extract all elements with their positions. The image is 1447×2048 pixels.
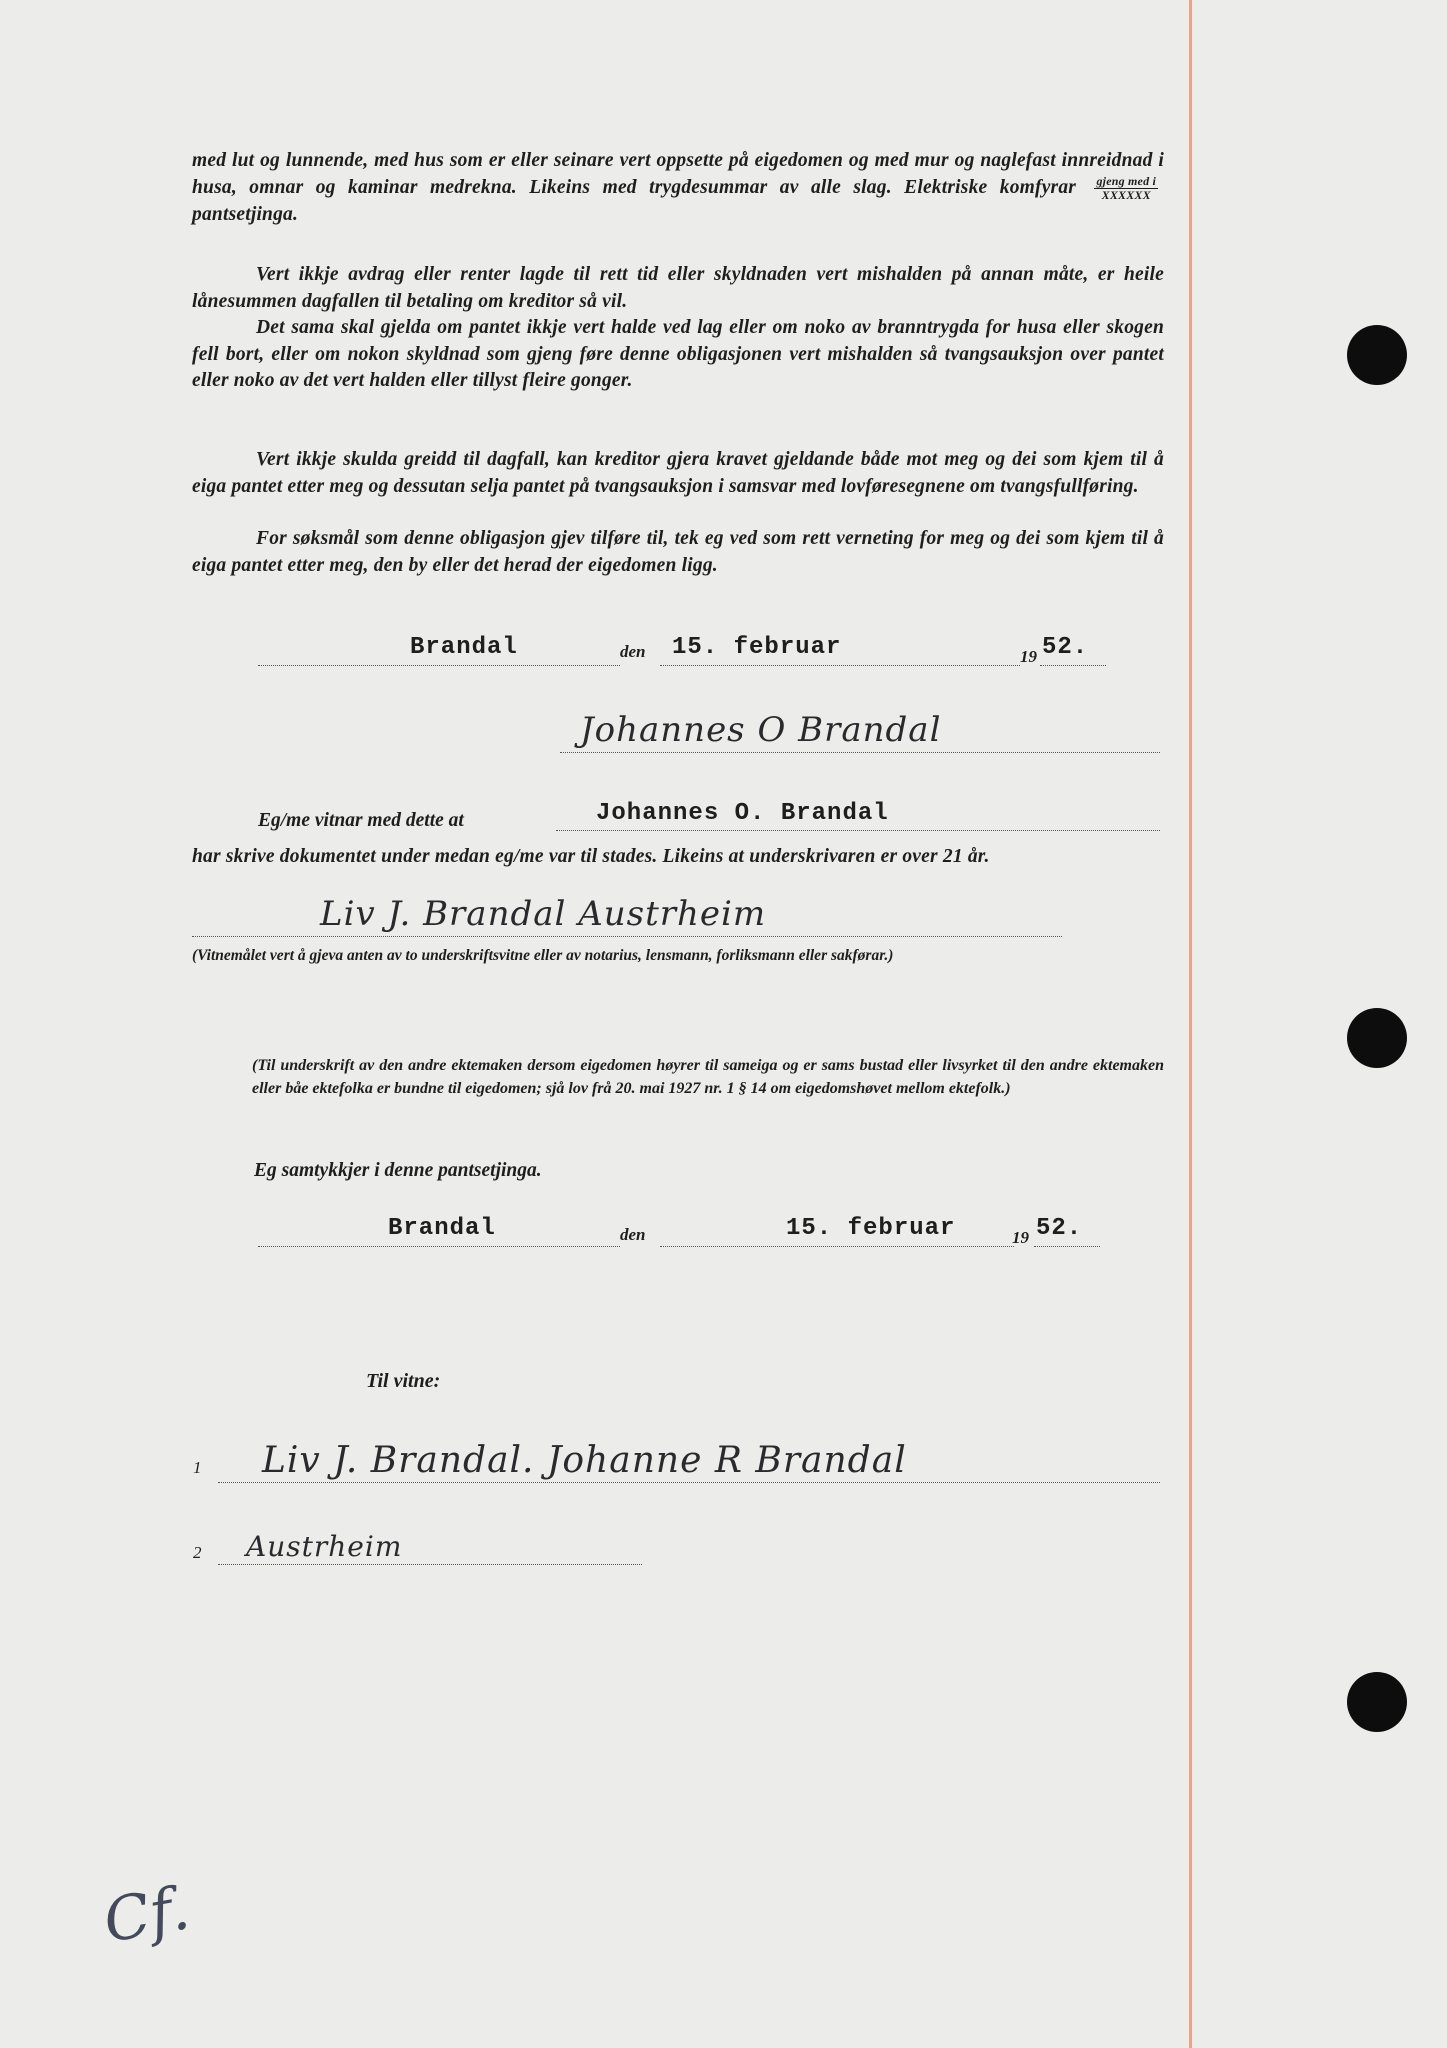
paragraph-insurance: Det sama skal gjelda om pantet ikkje vert halde ved lag eller om noko av branntrygda for husa eller skogen fell bort, eller om nokon skyldnad som gjeng føre denne obligasjonen vert mishalden så tvangsauksjon over pantet eller noko av det vert halden eller tillyst fleire gonger. — [192, 317, 1164, 391]
date1-year: 52. — [1042, 634, 1089, 661]
punch-hole — [1347, 325, 1407, 385]
witness-1-signature: Liv J. Brandal. Johanne R Brandal — [262, 1440, 907, 1481]
dotted-line — [1040, 665, 1106, 666]
witness-2-signature: Austrheim — [246, 1530, 403, 1563]
dotted-line — [1034, 1246, 1100, 1247]
dotted-line — [258, 665, 620, 666]
margin-line — [1189, 0, 1192, 2048]
margin-mark: Cf. — [98, 1873, 195, 1957]
dotted-line — [556, 830, 1160, 831]
date2-date: 15. februar — [786, 1215, 956, 1242]
paragraph-default: Vert ikkje avdrag eller renter lagde til rett tid eller skyldnaden vert mishalden på annan måte, er heile lånesummen dagfallen til betaling om kreditor så vil. — [192, 264, 1164, 312]
date1-den: den — [620, 642, 646, 661]
witness-number: 2 — [193, 1543, 202, 1562]
fraction-insert: $\frac{\text{gjeng med i}}{\text{XXXXXX}}$ — [1096, 173, 1156, 202]
dotted-line — [218, 1482, 1160, 1483]
paragraph-enforcement: Vert ikkje skulda greidd til dagfall, kan kreditor gjera kravet gjeldande både mot meg og dei som kjem til å eiga pantet etter meg og dessutan selja pantet på tvangsauksjon i samsvar med lovføresegnene om tvangsfullføring. — [192, 449, 1164, 497]
dotted-line — [560, 752, 1160, 753]
witness-signature: Liv J. Brandal Austrheim — [320, 894, 767, 934]
dotted-line — [660, 665, 1020, 666]
date2-place: Brandal — [388, 1215, 496, 1242]
dotted-line — [258, 1246, 620, 1247]
punch-hole — [1347, 1672, 1407, 1732]
consent-text: Eg samtykkjer i denne pantsetjinga. — [254, 1160, 542, 1181]
date1-date: 15. februar — [672, 634, 842, 661]
witness-note: (Vitnemålet vert å gjeva anten av to underskriftsvitne eller av notarius, lensmann, forliksmann eller sakførar.) — [192, 947, 894, 964]
witness-number: 1 — [193, 1458, 202, 1477]
dotted-line — [218, 1564, 642, 1565]
date2-den: den — [620, 1225, 646, 1244]
til-vitne-label: Til vitne: — [366, 1370, 441, 1392]
date1-place: Brandal — [410, 634, 518, 661]
paragraph-collateral: med lut og lunnende, med hus som er eller seinare vert oppsette på eigedomen og med mur og naglefast innreidnad i husa, omnar og kaminar medrekna. Likeins med trygdesummar av alle slag. Elektriske komfyrar $\frac{\text{gjeng med i}}{\text{XXXXXX}}$ pantsetjinga. — [192, 150, 1164, 225]
witness-name: Johannes O. Brandal — [596, 800, 889, 827]
dotted-line — [660, 1246, 1014, 1247]
date2-century: 19 — [1012, 1228, 1029, 1247]
signature-borrower: Johannes O Brandal — [580, 710, 942, 750]
dotted-line — [192, 936, 1062, 937]
punch-hole — [1347, 1008, 1407, 1068]
date2-year: 52. — [1036, 1215, 1083, 1242]
paragraph-venue: For søksmål som denne obligasjon gjev tilføre til, tek eg ved som rett verneting for meg og dei som kjem til å eiga pantet etter meg, den by eller det herad der eigedomen ligg. — [192, 528, 1164, 576]
spouse-note: (Til underskrift av den andre ektemaken dersom eigedomen høyrer til sameiga og er sams bustad eller livsyrket til den andre ektemaken eller båe ektefolka er bundne til eigedomen; sjå lov frå 20. mai 1927 nr. 1 § 14 om eigedomshøvet mellom ektefolk.) — [252, 1057, 1164, 1097]
witness-label: Eg/me vitnar med dette at — [258, 810, 464, 831]
date1-century: 19 — [1020, 647, 1037, 666]
witness-text: har skrive dokumentet under medan eg/me var til stades. Likeins at underskrivaren er over 21 år. — [192, 846, 990, 867]
